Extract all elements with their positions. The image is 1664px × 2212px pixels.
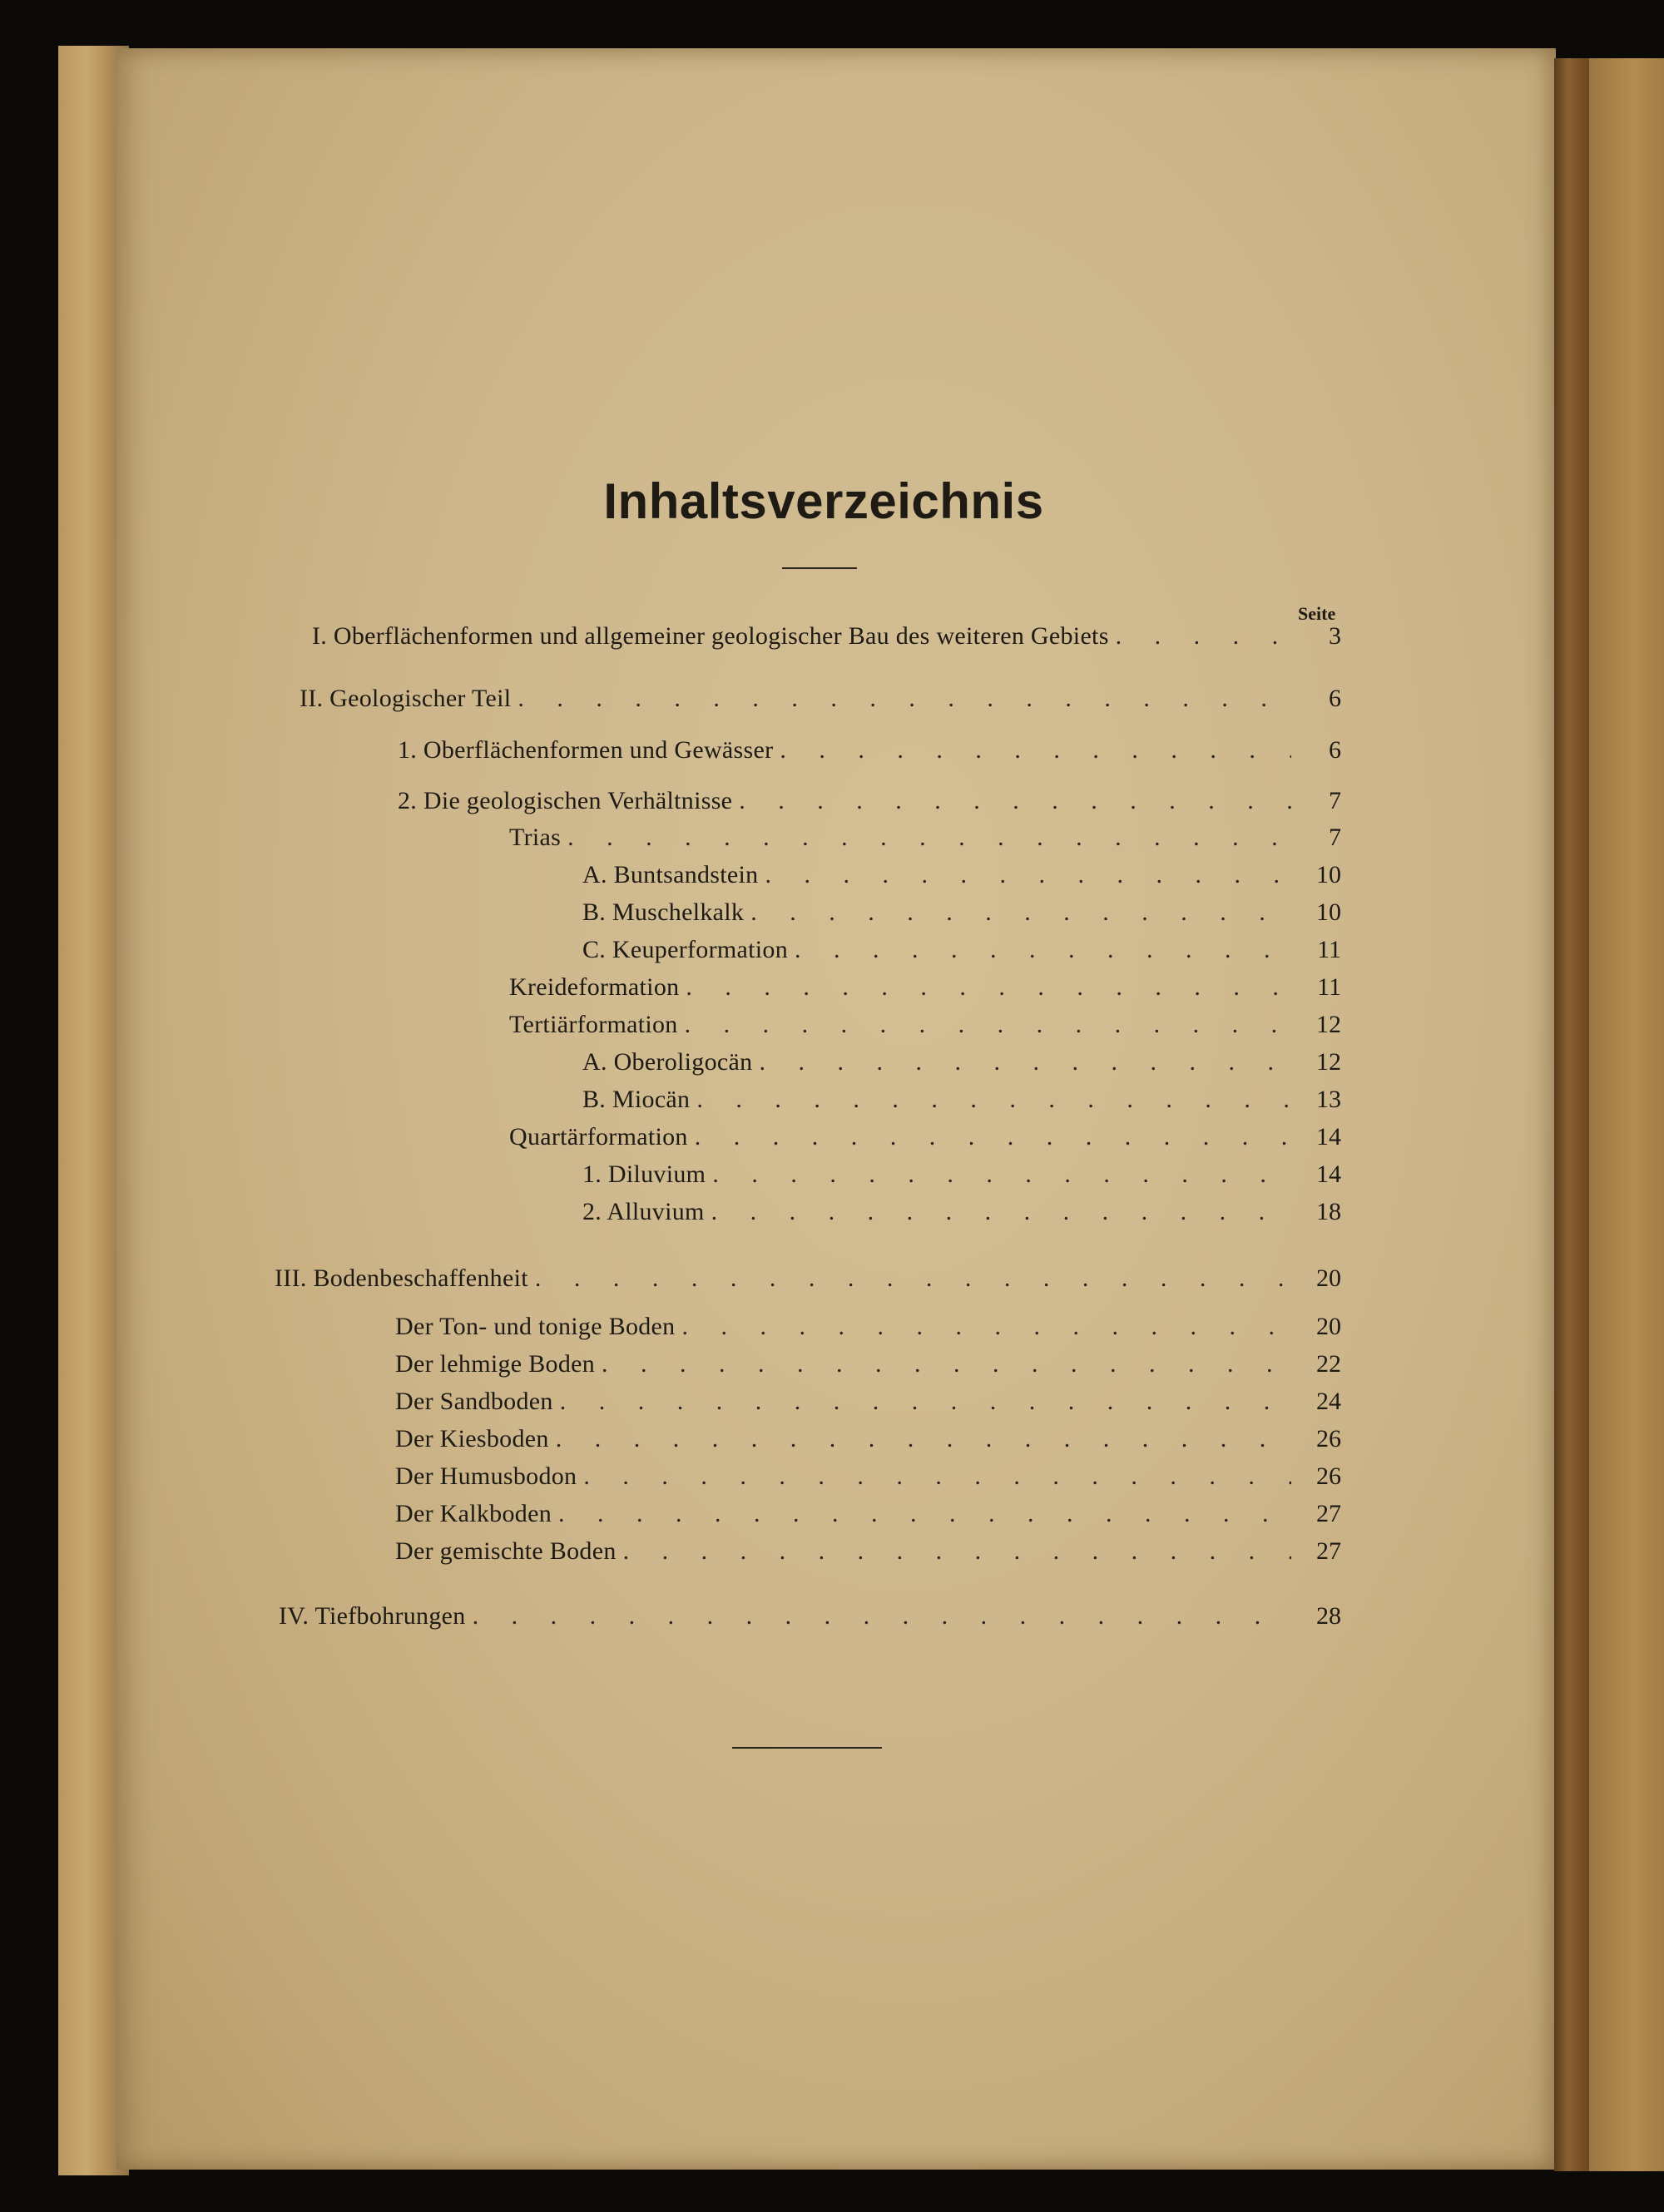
toc-entry-page: 7 [1329, 787, 1341, 814]
toc-leader-dots [739, 787, 1291, 815]
toc-entry-page: 6 [1329, 685, 1341, 712]
toc-entry [582, 1086, 1341, 1119]
book-spine [1554, 58, 1589, 2171]
toc-entry [509, 973, 1341, 1007]
toc-entry-page: 26 [1316, 1462, 1341, 1490]
toc-entry [582, 861, 1341, 894]
toc-entry [395, 1313, 1341, 1346]
toc-leader-dots [623, 1537, 1291, 1566]
toc-leader-dots [583, 1462, 1291, 1491]
toc-leader-dots [535, 1264, 1291, 1293]
toc-leader-dots [711, 1198, 1291, 1226]
toc-entry-page: 20 [1316, 1313, 1341, 1340]
toc-leader-dots [567, 824, 1291, 852]
toc-entry-text: C. Keuperformation [582, 936, 788, 963]
toc-entry-page: 28 [1316, 1602, 1341, 1630]
page-title: Inhaltsverzeichnis [603, 473, 1044, 529]
toc-entry [312, 622, 1341, 656]
toc-entry-page: 10 [1316, 898, 1341, 926]
toc-leader-dots [560, 1388, 1291, 1416]
toc-leader-dots [558, 1500, 1291, 1528]
toc-entry-text: Der Kalkboden [395, 1500, 552, 1527]
toc-entry [395, 1388, 1341, 1421]
toc-leader-dots [765, 861, 1291, 889]
title-divider [782, 567, 857, 569]
toc-entry-text: B. Miocän [582, 1086, 691, 1113]
toc-leader-dots [556, 1425, 1291, 1453]
toc-leader-dots [602, 1350, 1291, 1378]
toc-entry-page: 20 [1316, 1264, 1341, 1292]
toc-entry [582, 1048, 1341, 1081]
toc-entry-page: 22 [1316, 1350, 1341, 1378]
toc-entry-text: III. Bodenbeschaffenheit [275, 1264, 528, 1292]
end-divider [732, 1747, 882, 1749]
toc-entry-text: 1. Oberflächenformen und Gewässer [398, 736, 774, 764]
toc-entry [398, 736, 1341, 769]
toc-entry [509, 1011, 1341, 1044]
toc-entry-text: B. Muschelkalk [582, 898, 745, 926]
toc-leader-dots [712, 1160, 1291, 1189]
toc-entry-page: 14 [1316, 1160, 1341, 1188]
toc-leader-dots [780, 736, 1291, 765]
toc-entry [395, 1462, 1341, 1496]
toc-entry [395, 1500, 1341, 1533]
toc-entry-text: I. Oberflächenformen und allgemeiner geologischer Bau des weiteren Gebiets [312, 622, 1109, 650]
toc-entry [582, 1160, 1341, 1194]
toc-entry [395, 1350, 1341, 1383]
toc-entry-text: 2. Die geologischen Verhältnisse [398, 787, 733, 814]
toc-entry [300, 685, 1341, 718]
toc-entry-text: Der Sandboden [395, 1388, 553, 1415]
toc-entry-page: 12 [1316, 1011, 1341, 1038]
toc-entry-text: II. Geologischer Teil [300, 685, 512, 712]
toc-entry-page: 6 [1329, 736, 1341, 764]
toc-entry-page: 3 [1329, 622, 1341, 650]
toc-entry-text: Der lehmige Boden [395, 1350, 596, 1378]
toc-entry-text: Der Kiesboden [395, 1425, 549, 1452]
toc-entry-text: Der Ton- und tonige Boden [395, 1313, 676, 1340]
toc-entry-text: Der Humusbodon [395, 1462, 577, 1490]
toc-entry [275, 1264, 1341, 1298]
toc-entry-text: IV. Tiefbohrungen [279, 1602, 466, 1630]
adjacent-page-edge [1589, 58, 1664, 2171]
toc-entry-page: 18 [1316, 1198, 1341, 1225]
toc-entry-page: 26 [1316, 1425, 1341, 1452]
toc-entry [398, 787, 1341, 820]
toc-entry-page: 11 [1317, 936, 1341, 963]
toc-entry-text: Quartärformation [509, 1123, 688, 1151]
toc-entry-text: A. Buntsandstein [582, 861, 759, 888]
toc-entry-page: 12 [1316, 1048, 1341, 1076]
toc-entry [509, 824, 1341, 857]
toc-entry-text: 1. Diluvium [582, 1160, 706, 1188]
toc-entry-text: A. Oberoligocän [582, 1048, 753, 1076]
toc-entry-page: 13 [1316, 1086, 1341, 1113]
toc-leader-dots [681, 1313, 1291, 1341]
toc-leader-dots [759, 1048, 1291, 1076]
toc-entry [395, 1425, 1341, 1458]
toc-entry [582, 898, 1341, 932]
toc-entry [582, 936, 1341, 969]
toc-entry-text: Tertiärformation [509, 1011, 678, 1038]
toc-entry [395, 1537, 1341, 1571]
toc-entry-page: 10 [1316, 861, 1341, 888]
toc-leader-dots [473, 1602, 1291, 1631]
page-column-header: Seite [1298, 603, 1336, 624]
toc-leader-dots [696, 1086, 1291, 1114]
toc-entry-page: 14 [1316, 1123, 1341, 1151]
toc-leader-dots [518, 685, 1291, 713]
toc-entry-text: Der gemischte Boden [395, 1537, 617, 1565]
toc-leader-dots [686, 973, 1291, 1002]
toc-entry-page: 11 [1317, 973, 1341, 1001]
toc-leader-dots [750, 898, 1291, 927]
toc-entry [582, 1198, 1341, 1231]
toc-entry-text: Kreideformation [509, 973, 680, 1001]
toc-entry [509, 1123, 1341, 1156]
toc-entry-page: 7 [1329, 824, 1341, 851]
toc-entry-page: 27 [1316, 1500, 1341, 1527]
toc-entry-text: 2. Alluvium [582, 1198, 705, 1225]
toc-entry-page: 27 [1316, 1537, 1341, 1565]
toc-entry [279, 1602, 1341, 1635]
toc-entry-text: Trias [509, 824, 562, 851]
toc-leader-dots [795, 936, 1291, 964]
toc-entry-page: 24 [1316, 1388, 1341, 1415]
toc-leader-dots [1116, 622, 1291, 651]
toc-leader-dots [695, 1123, 1291, 1151]
toc-leader-dots [685, 1011, 1291, 1039]
